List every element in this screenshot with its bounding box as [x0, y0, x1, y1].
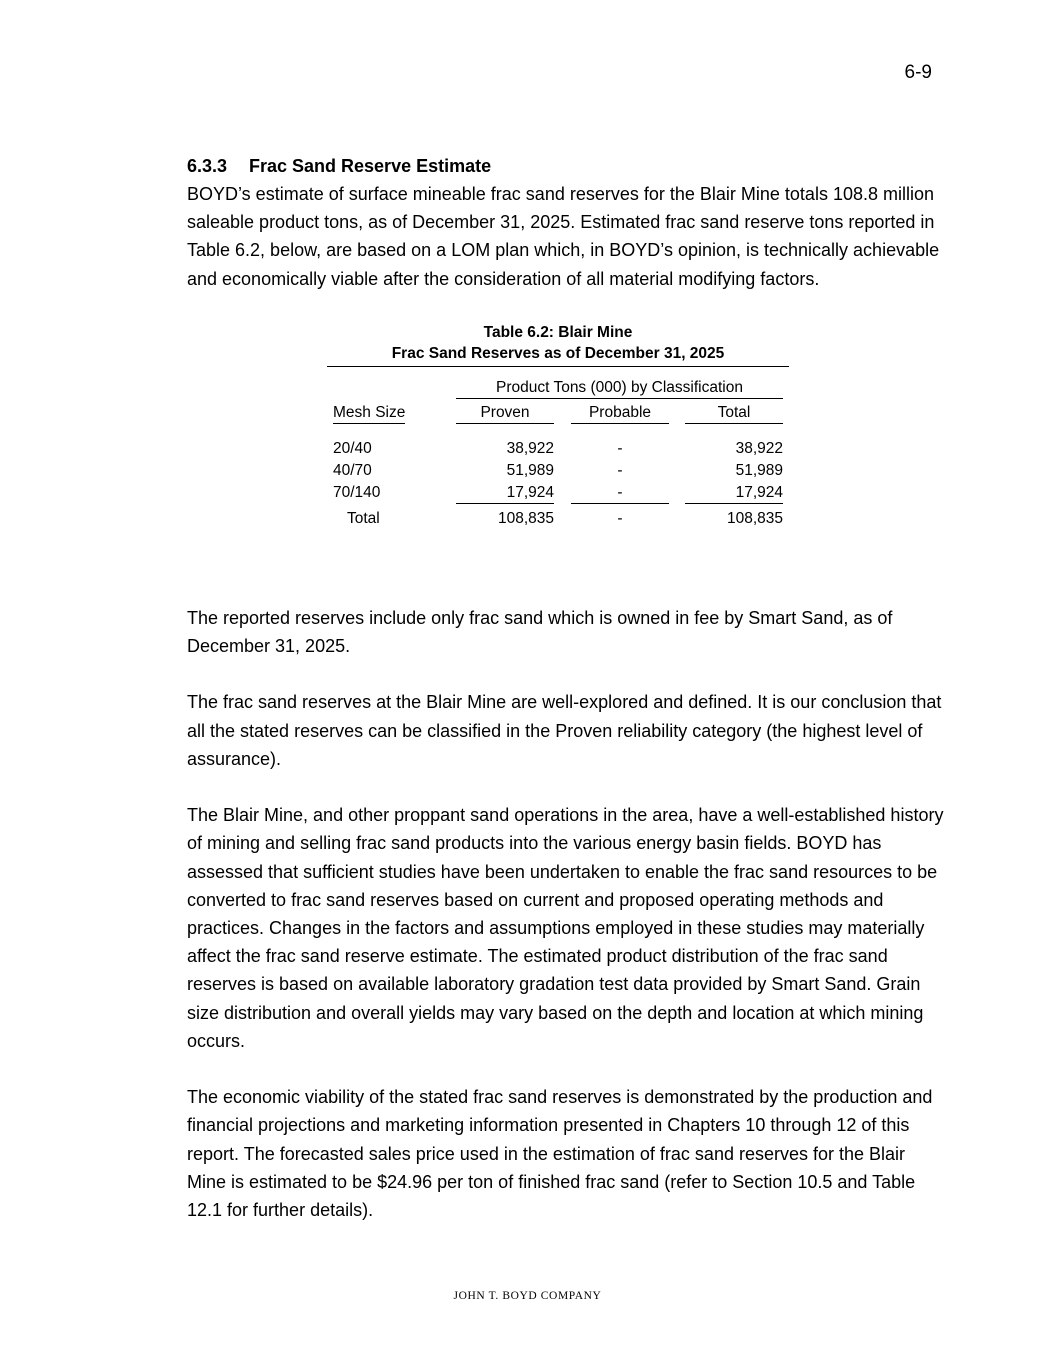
- table-row-mesh: 40/70: [333, 461, 372, 479]
- total-row-proven: 108,835: [497, 509, 554, 527]
- document-body: [187, 154, 947, 1252]
- table-row-mesh: 20/40: [333, 439, 372, 457]
- total-row-label: Total: [347, 509, 380, 527]
- section-number: 6.3.3: [187, 156, 228, 176]
- table-row-total: 51,989: [735, 461, 783, 479]
- table-row-probable: -: [617, 461, 623, 479]
- total-row-total: 108,835: [726, 509, 783, 527]
- paragraph-economic-viability: The economic viability of the stated frac sand reserves is demonstrated by the production and financial projections and marketing information presented in Chapters 10 through 12 of this report. The forecasted sales price used in the estimation of frac sand reserves for the Blair Mine is estimated to be $24.96 per ton of finished frac sand (refer to Section 10.5 and Table 12.1 for further details).: [187, 1087, 933, 1221]
- table-row-total: 38,922: [735, 439, 783, 457]
- table-row-mesh: 70/140: [333, 483, 381, 501]
- paragraph-reserve-estimate: BOYD’s estimate of surface mineable frac sand reserves for the Blair Mine totals 108.8 million saleable product tons, as of December 31, 2025. Estimated frac sand reserve tons reported in Table 6.2, below, are based on a LOM plan which, in BOYD’s opinion, is technically achievable and economically viable after the consideration of all material modifying factors.: [187, 184, 940, 289]
- table-row-probable: -: [617, 439, 623, 457]
- table-caption-line-2: Frac Sand Reserves as of December 31, 2025: [391, 344, 725, 362]
- reserves-table: [327, 322, 789, 562]
- header-mesh-size: Mesh Size: [333, 403, 405, 424]
- group-header: Product Tons (000) by Classification: [456, 378, 783, 399]
- header-probable: Probable: [571, 403, 669, 424]
- footer-company-name: JOHN T. BOYD COMPANY: [453, 1290, 602, 1302]
- header-proven: Proven: [456, 403, 554, 424]
- section-heading: [187, 154, 947, 178]
- table-caption-line-1: Table 6.2: Blair Mine: [483, 323, 633, 341]
- header-total: Total: [685, 403, 783, 424]
- paragraph-ownership: The reported reserves include only frac sand which is owned in fee by Smart Sand, as of December 31, 2025.: [187, 607, 893, 657]
- total-row-probable: -: [617, 509, 623, 527]
- page-number: 6-9: [904, 62, 932, 83]
- table-row-total: 17,924: [685, 483, 783, 504]
- table-row-probable: -: [571, 483, 669, 504]
- paragraph-classification: The frac sand reserves at the Blair Mine are well-explored and defined. It is our conclusion that all the stated reserves can be classified in the Proven reliability category (the highest level of assurance).: [187, 692, 942, 769]
- table-row-proven: 38,922: [506, 439, 554, 457]
- caption-rule: [327, 366, 789, 367]
- paragraph-studies: The Blair Mine, and other proppant sand operations in the area, have a well-established history of mining and selling frac sand products into the various energy basin fields. BOYD has assessed that sufficient studies have been undertaken to enable the frac sand resources to be converted to frac sand reserves based on current and proposed operating methods and practices. Changes in the factors and assumptions employed in these studies may materially affect the frac sand reserve estimate. The estimated product distribution of the frac sand reserves is based on available laboratory gradation test data provided by Smart Sand. Grain size distribution and overall yields may vary based on the depth and location at which mining occurs.: [187, 805, 944, 1051]
- table-row-proven: 17,924: [456, 483, 554, 504]
- table-row-proven: 51,989: [506, 461, 554, 479]
- section-title: Frac Sand Reserve Estimate: [249, 156, 492, 176]
